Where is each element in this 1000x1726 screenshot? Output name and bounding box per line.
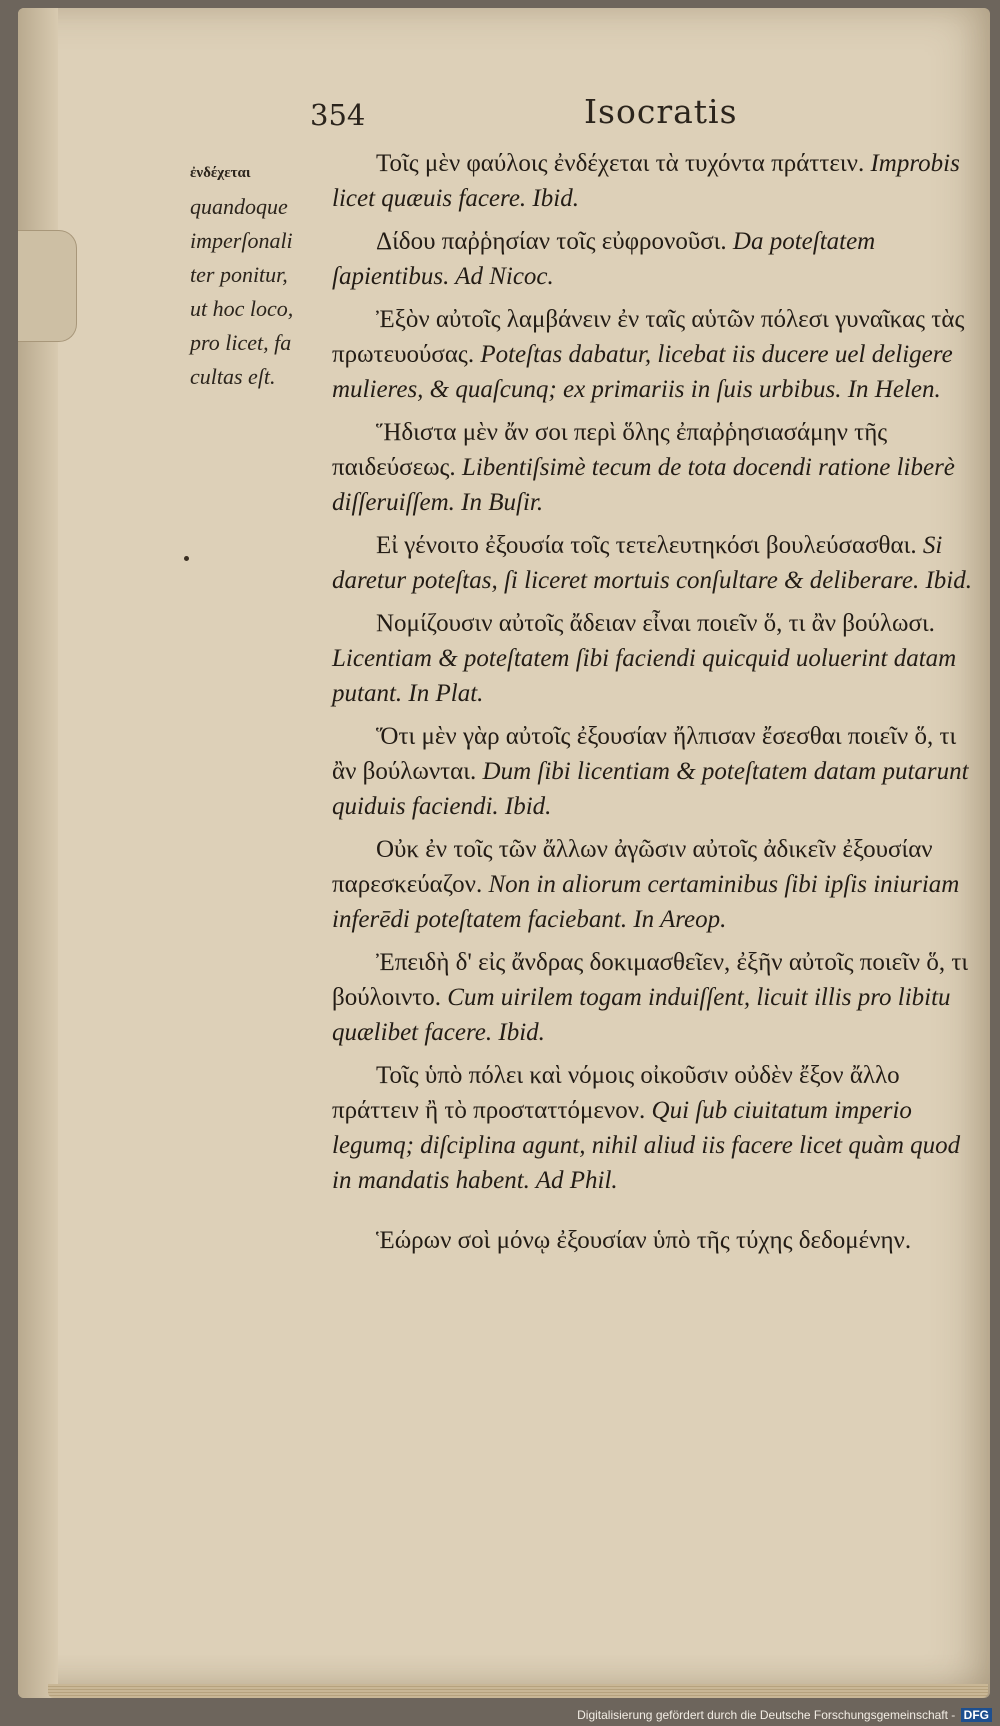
entry-latin: Libentiſsimè tecum de tota docendi ratione liberè diſſeruiſſem. (332, 454, 955, 516)
entry-greek: Τοῖς ὑπὸ πόλει καὶ νόμοις οἰκοῦσιν οὐδὲν ἔξον ἄλλο πράττειν ἢ τὸ προσταττόμενον. (332, 1062, 900, 1124)
entry-latin: Da poteſtatem ſapientibus. (332, 228, 876, 290)
entry-source: Ibid. (498, 1019, 545, 1046)
entry-source: In Areop. (633, 906, 727, 933)
credit-text: Digitalisierung gefördert durch die Deutsche Forschungsgemeinschaft - (577, 1708, 956, 1722)
entry (332, 302, 972, 407)
entry-greek: Εἰ γένοιτο ἐξουσία τοῖς τετελευτηκόσι βουλεύσασθαι. (376, 532, 917, 559)
entry-greek: Οὐκ ἐν τοῖς τῶν ἄλλων ἀγῶσιν αὐτοῖς ἀδικεῖν ἐξουσίαν παρεσκεύαζον. (332, 836, 933, 898)
entry-source: In Buſir. (461, 489, 544, 516)
entry-source: Ad Nicoc. (455, 263, 554, 290)
entry (332, 224, 972, 294)
book-page (18, 8, 990, 1698)
entry-greek: Ὅτι μὲν γὰρ αὐτοῖς ἐξουσίαν ἤλπισαν ἔσεσθαι ποιεῖν ὅ, τι ἂν βούλωνται. (332, 723, 957, 785)
entry-latin: Cum uirilem togam induiſſent, licuit illis pro libitu quælibet facere. (332, 984, 951, 1046)
entry-last: Ἑώρων σοὶ μόνῳ ἐξουσίαν ὑπὸ τῆς τύχης δεδομένην. (376, 1227, 912, 1254)
entry-greek: Τοῖς μὲν φαύλοις ἐνδέχεται τὰ τυχόντα πράττειν. (376, 150, 865, 177)
margin-note (190, 156, 330, 394)
entry-greek: Ἐξὸν αὐτοῖς λαμβάνειν ἐν ταῖς αὑτῶν πόλεσι γυναῖκας τὰς πρωτευούσας. (332, 306, 965, 368)
entry-greek: Ἥδιστα μὲν ἄν σοι περὶ ὅλης ἐπαῤῥησιασάμην τῆς παιδεύσεως. (332, 419, 888, 481)
entry-latin: Si daretur poteſtas, ſi liceret mortuis conſultare & deliberare. (332, 532, 943, 594)
dfg-logo: DFG (961, 1708, 992, 1722)
margin-mark (184, 556, 189, 561)
entry (332, 606, 972, 711)
entry (332, 1058, 972, 1198)
entry-latin: Non in aliorum certaminibus ſibi ipſis iniuriam inferēdi poteſtatem faciebant. (332, 871, 960, 933)
entry-latin: Licentiam & poteſtatem ſibi faciendi quicquid uoluerint datam putant. (332, 645, 957, 707)
entry-source: Ibid. (925, 567, 972, 594)
entry (332, 415, 972, 520)
page-edge (48, 1684, 988, 1698)
margin-line: imperſonali (190, 228, 293, 253)
entry-source: Ad Phil. (535, 1167, 618, 1194)
main-text (332, 146, 972, 1283)
margin-line: pro licet, fa (190, 330, 292, 355)
digitization-credit (577, 1708, 992, 1722)
entry-source: In Helen. (847, 376, 941, 403)
entry-latin: Dum ſibi licentiam & poteſtatem datam putarunt quiduis faciendi. (332, 758, 969, 820)
entry (332, 719, 972, 824)
page-number: 354 (310, 98, 366, 132)
entry (332, 146, 972, 216)
entry-source: Ibid. (532, 185, 579, 212)
entry-latin: Improbis licet quæuis facere. (332, 150, 960, 212)
page-clip (18, 230, 77, 342)
entry (332, 832, 972, 937)
entry-source: Ibid. (504, 793, 552, 820)
margin-greek: ἐνδέχεται (190, 165, 251, 181)
entry-latin: Qui ſub ciuitatum imperio legumq; diſciplina agunt, nihil aliud iis facere licet quàm quod in mandatis habent. (332, 1097, 961, 1194)
margin-line: ter ponitur, (190, 262, 288, 287)
margin-line: cultas eſt. (190, 364, 276, 389)
running-head: Isocratis (584, 92, 738, 131)
entry (332, 528, 972, 598)
entry-greek: Νομίζουσιν αὐτοῖς ἄδειαν εἶναι ποιεῖν ὅ, τι ἂν βούλωσι. (376, 610, 935, 637)
entry-greek: Ἐπειδὴ δ' εἰς ἄνδρας δοκιμασθεῖεν, ἐξῆν αὐτοῖς ποιεῖν ὅ, τι βούλοιντο. (332, 949, 969, 1011)
entry-latin: Poteſtas dabatur, licebat iis ducere uel deligere mulieres, & quaſcunq; ex primariis in ſuis urbibus. (332, 341, 953, 403)
entry-greek: Δίδου παῤῥησίαν τοῖς εὐφρονοῦσι. (376, 228, 727, 255)
entry (332, 945, 972, 1050)
margin-line: ut hoc loco, (190, 296, 294, 321)
entry-source: In Plat. (408, 680, 484, 707)
margin-line: quandoque (190, 194, 288, 219)
